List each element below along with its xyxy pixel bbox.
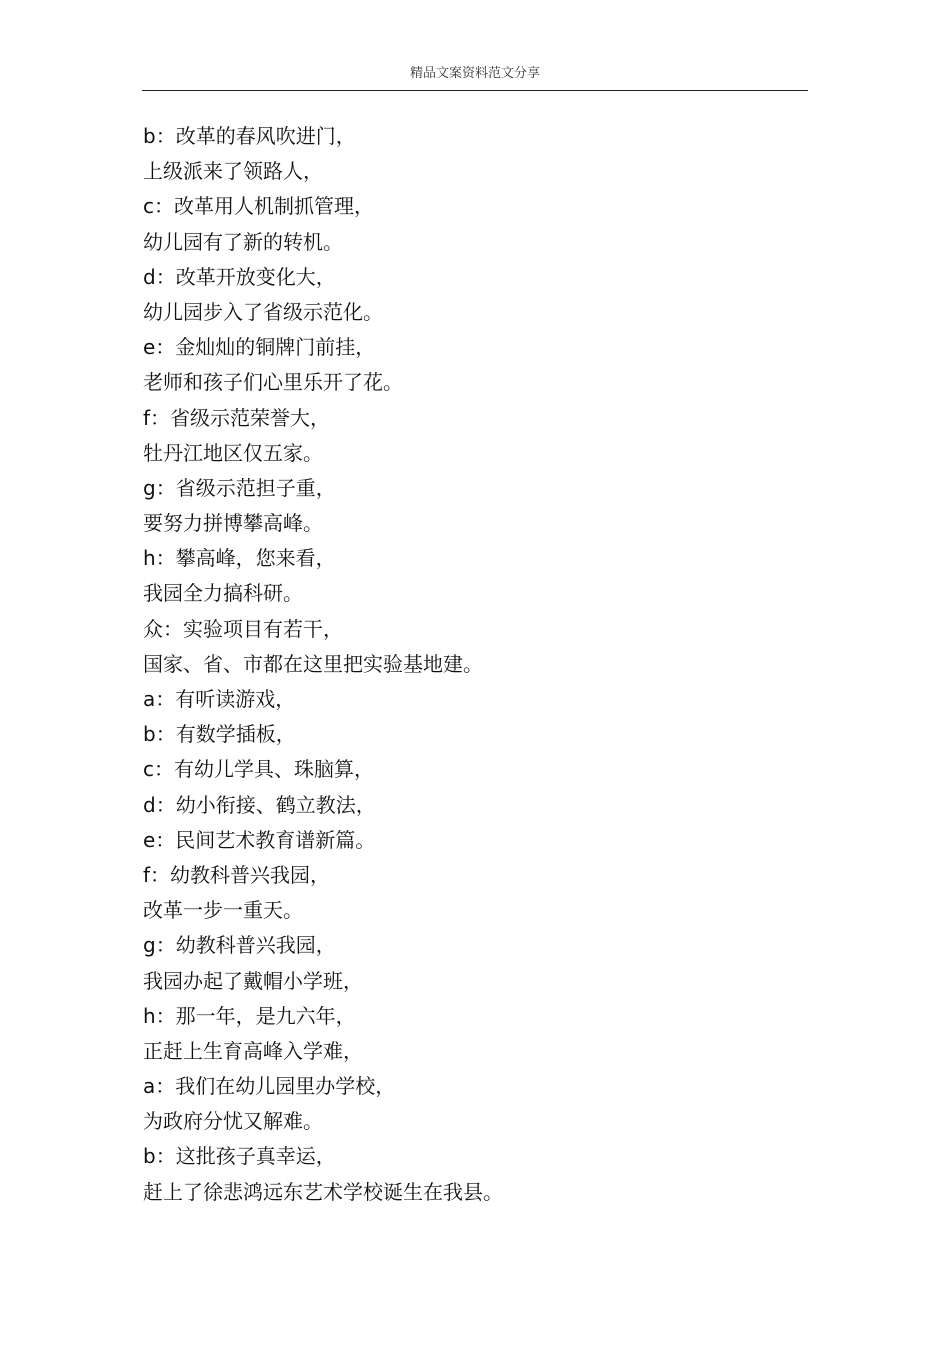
text-line: 幼儿园有了新的转机。 [143,229,343,254]
header-divider [142,90,808,91]
text-line: d：幼小衔接、鹤立教法， [143,792,376,817]
text-line: 幼儿园步入了省级示范化。 [143,299,383,324]
text-line: c：有幼儿学具、珠脑算， [143,757,374,782]
text-line: 牡丹江地区仅五家。 [143,440,323,465]
text-line: g：幼教科普兴我园， [143,933,336,958]
text-line: 我园办起了戴帽小学班， [143,968,363,993]
text-line: 众：实验项目有若干， [143,616,343,641]
text-line: 改革一步一重天。 [143,898,303,923]
text-line: h：攀高峰，您来看， [143,546,336,571]
text-line: g：省级示范担子重， [143,475,336,500]
page-header-title: 精品文案资料范文分享 [409,66,540,81]
text-line: e：金灿灿的铜牌门前挂， [143,335,376,360]
document-body [143,119,803,1210]
text-line: 赶上了徐悲鸿远东艺术学校诞生在我县。 [143,1179,503,1204]
text-line: b：这批孩子真幸运， [143,1144,336,1169]
text-line: a：我们在幼儿园里办学校， [143,1074,396,1099]
text-line: b：改革的春风吹进门， [143,124,356,148]
text-line: 我园全力搞科研。 [143,581,303,606]
text-line: 为政府分忧又解难。 [143,1109,323,1134]
text-line: f：幼教科普兴我园， [143,862,331,887]
text-line: a：有听读游戏， [143,687,296,711]
text-line: d：改革开放变化大， [143,264,336,289]
text-line: f：省级示范荣誉大， [143,405,331,430]
text-line: 要努力拼博攀高峰。 [143,511,323,536]
text-line: h：那一年，是九六年， [143,1003,356,1028]
text-line: 国家、省、市都在这里把实验基地建。 [143,651,483,676]
text-line: b：有数学插板， [143,722,296,747]
text-line: 正赶上生育高峰入学难， [143,1038,363,1063]
text-line: 老师和孩子们心里乐开了花。 [143,370,403,395]
text-line: 上级派来了领路人， [143,159,323,184]
text-line: e：民间艺术教育谱新篇。 [143,827,376,852]
text-line: c：改革用人机制抓管理， [143,194,374,219]
